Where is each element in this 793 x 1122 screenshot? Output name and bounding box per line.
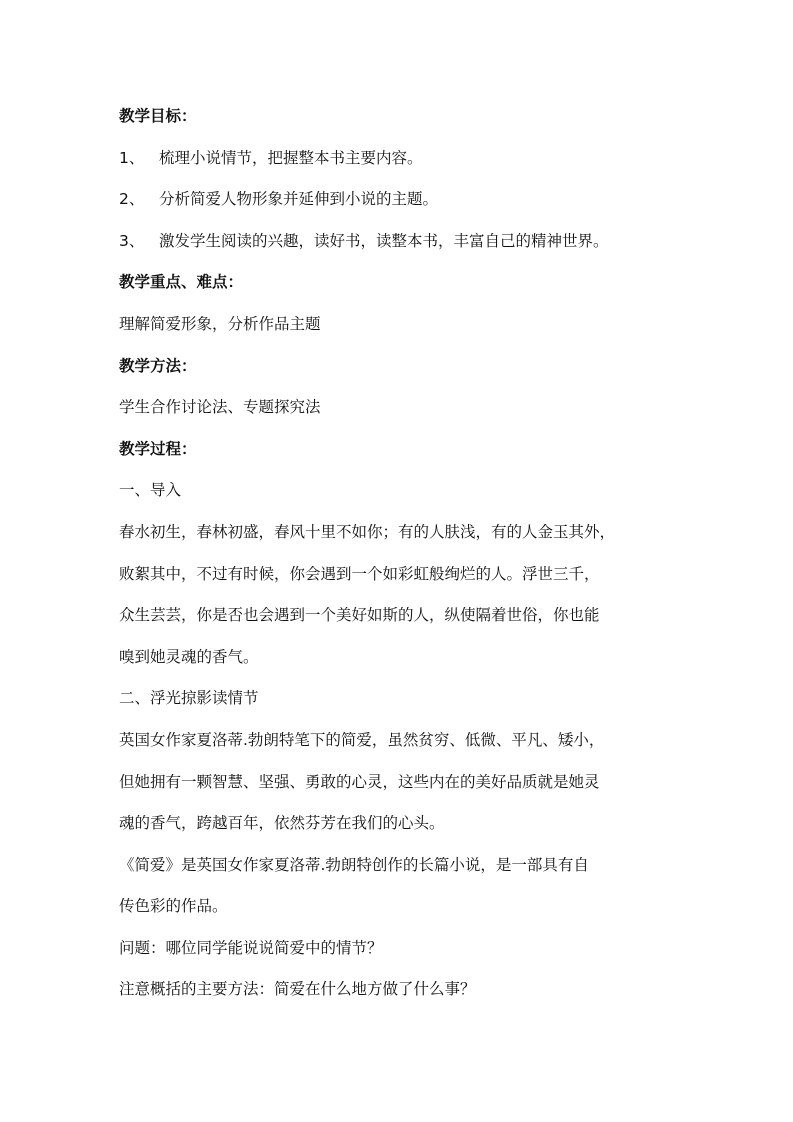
objective-number: 2、 [119, 190, 145, 209]
intro-paragraph-line: 众生芸芸，你是否也会遇到一个美好如斯的人，纵使隔着世俗，你也能 [119, 606, 600, 625]
objective-item-3 [119, 221, 689, 263]
plot-paragraph-line: 但她拥有一颗智慧、坚强、勇敢的心灵，这些内在的美好品质就是她灵 [119, 772, 600, 791]
objective-text: 梳理小说情节，把握整本书主要内容。 [159, 148, 423, 167]
question-text: 问题：哪位同学能说说简爱中的情节？ [119, 938, 383, 957]
method-note-text: 注意概括的主要方法：简爱在什么地方做了什么事？ [119, 980, 476, 999]
section-title-intro: 一、导入 [119, 481, 182, 500]
intro-paragraph-line: 春水初生，春林初盛，春风十里不如你；有的人肤浅，有的人金玉其外， [119, 522, 616, 541]
objective-number: 3、 [119, 231, 145, 250]
objectives-heading: 教学目标： [119, 107, 197, 125]
objective-number: 1、 [119, 148, 145, 167]
section-title-plot: 二、浮光掠影读情节 [119, 689, 259, 708]
process-heading: 教学过程： [119, 439, 197, 458]
novel-intro-line: 传色彩的作品。 [119, 897, 228, 916]
objective-item-1 [119, 138, 689, 180]
intro-paragraph-line: 败絮其中，不过有时候，你会遇到一个如彩虹般绚烂的人。浮世三千， [119, 564, 600, 583]
intro-paragraph-line: 嗅到她灵魂的香气。 [119, 647, 259, 666]
objective-text: 分析简爱人物形象并延伸到小说的主题。 [159, 190, 439, 209]
objective-text: 激发学生阅读的兴趣，读好书，读整本书，丰富自己的精神世界。 [159, 231, 609, 250]
method-text: 学生合作讨论法、专题探究法 [119, 398, 321, 417]
key-points-heading: 教学重点、难点： [119, 273, 244, 292]
key-points-text: 理解简爱形象，分析作品主题 [119, 314, 321, 333]
plot-paragraph-line: 魂的香气，跨越百年，依然芬芳在我们的心头。 [119, 814, 445, 833]
method-heading: 教学方法： [119, 356, 197, 375]
plot-paragraph-line: 英国女作家夏洛蒂.勃朗特笔下的简爱，虽然贫穷、低微、平凡、矮小， [119, 730, 605, 749]
objective-item-2 [119, 179, 689, 221]
novel-intro-line: 《简爱》是英国女作家夏洛蒂.勃朗特创作的长篇小说，是一部具有自 [119, 855, 589, 874]
lesson-plan-body [119, 96, 689, 1011]
